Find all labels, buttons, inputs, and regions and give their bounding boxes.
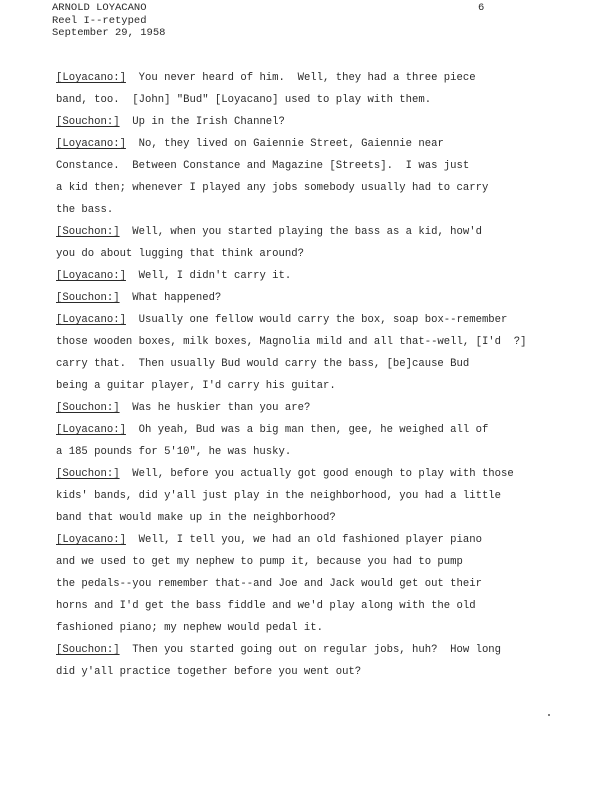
line-text: those wooden boxes, milk boxes, Magnolia mild and all that--well, [I'd ?]	[56, 336, 527, 348]
transcript-line	[56, 331, 596, 353]
transcript-line	[56, 463, 596, 485]
line-text: Then you started going out on regular jobs, huh? How long	[119, 644, 502, 656]
page-header	[52, 2, 165, 40]
line-text: Usually one fellow would carry the box, soap box--remember	[125, 314, 508, 326]
transcript-line	[56, 221, 596, 243]
transcript-line	[56, 287, 596, 309]
page-number: 6	[478, 2, 485, 14]
transcript-line	[56, 551, 596, 573]
speaker-label: [Souchon:]	[56, 116, 120, 128]
transcript-line	[56, 617, 596, 639]
speaker-label: [Souchon:]	[56, 468, 120, 480]
transcript-line	[56, 309, 596, 331]
line-text: Constance. Between Constance and Magazine [Streets]. I was just	[56, 160, 470, 172]
line-text: You never heard of him. Well, they had a three piece	[125, 72, 476, 84]
line-text: did y'all practice together before you went out?	[56, 666, 362, 678]
header-reel: Reel I--retyped	[52, 14, 147, 27]
speaker-label: [Loyacano:]	[56, 138, 126, 150]
line-text: What happened?	[119, 292, 222, 304]
transcript-line	[56, 441, 596, 463]
speaker-label: [Souchon:]	[56, 644, 120, 656]
line-text: being a guitar player, I'd carry his guitar.	[56, 380, 336, 392]
line-text: you do about lugging that think around?	[56, 248, 304, 260]
speaker-label: [Loyacano:]	[56, 72, 126, 84]
transcript-line	[56, 177, 596, 199]
line-text: No, they lived on Gaiennie Street, Gaiennie near	[125, 138, 444, 150]
scan-speck	[548, 714, 550, 716]
line-text: band, too. [John] "Bud" [Loyacano] used to play with them.	[56, 94, 432, 106]
speaker-label: [Souchon:]	[56, 292, 120, 304]
transcript-line	[56, 265, 596, 287]
speaker-label: [Loyacano:]	[56, 424, 126, 436]
speaker-label: [Loyacano:]	[56, 270, 126, 282]
transcript-line	[56, 375, 596, 397]
line-text: Up in the Irish Channel?	[119, 116, 285, 128]
line-text: carry that. Then usually Bud would carry the bass, [be]cause Bud	[56, 358, 470, 370]
transcript-line	[56, 353, 596, 375]
transcript-line	[56, 485, 596, 507]
transcript-body	[56, 67, 596, 683]
line-text: kids' bands, did y'all just play in the neighborhood, you had a little	[56, 490, 502, 502]
line-text: Well, when you started playing the bass as a kid, how'd	[119, 226, 482, 238]
transcript-line	[56, 529, 596, 551]
transcript-line	[56, 89, 596, 111]
transcript-line	[56, 639, 596, 661]
line-text: a 185 pounds for 5'10", he was husky.	[56, 446, 292, 458]
speaker-label: [Loyacano:]	[56, 534, 126, 546]
transcript-line	[56, 573, 596, 595]
transcript-line	[56, 661, 596, 683]
line-text: and we used to get my nephew to pump it, because you had to pump	[56, 556, 463, 568]
speaker-label: [Loyacano:]	[56, 314, 126, 326]
line-text: Well, I didn't carry it.	[125, 270, 292, 282]
header-name: ARNOLD LOYACANO	[52, 2, 147, 14]
line-text: Oh yeah, Bud was a big man then, gee, he weighed all of	[125, 424, 489, 436]
line-text: Was he huskier than you are?	[119, 402, 311, 414]
line-text: fashioned piano; my nephew would pedal it.	[56, 622, 324, 634]
transcript-line	[56, 133, 596, 155]
header-date: September 29, 1958	[52, 27, 166, 39]
speaker-label: [Souchon:]	[56, 402, 120, 414]
speaker-label: [Souchon:]	[56, 226, 120, 238]
transcript-line	[56, 67, 596, 89]
transcript-line	[56, 243, 596, 265]
transcript-line	[56, 155, 596, 177]
line-text: the pedals--you remember that--and Joe and Jack would get out their	[56, 578, 482, 590]
line-text: horns and I'd get the bass fiddle and we'd play along with the old	[56, 600, 476, 612]
line-text: the bass.	[56, 204, 114, 216]
transcript-line	[56, 419, 596, 441]
transcript-line	[56, 111, 596, 133]
transcript-line	[56, 199, 596, 221]
transcript-line	[56, 397, 596, 419]
transcript-line	[56, 595, 596, 617]
transcript-line	[56, 507, 596, 529]
line-text: band that would make up in the neighborhood?	[56, 512, 336, 524]
line-text: Well, I tell you, we had an old fashioned player piano	[125, 534, 482, 546]
line-text: Well, before you actually got good enough to play with those	[119, 468, 514, 480]
line-text: a kid then; whenever I played any jobs somebody usually had to carry	[56, 182, 489, 194]
